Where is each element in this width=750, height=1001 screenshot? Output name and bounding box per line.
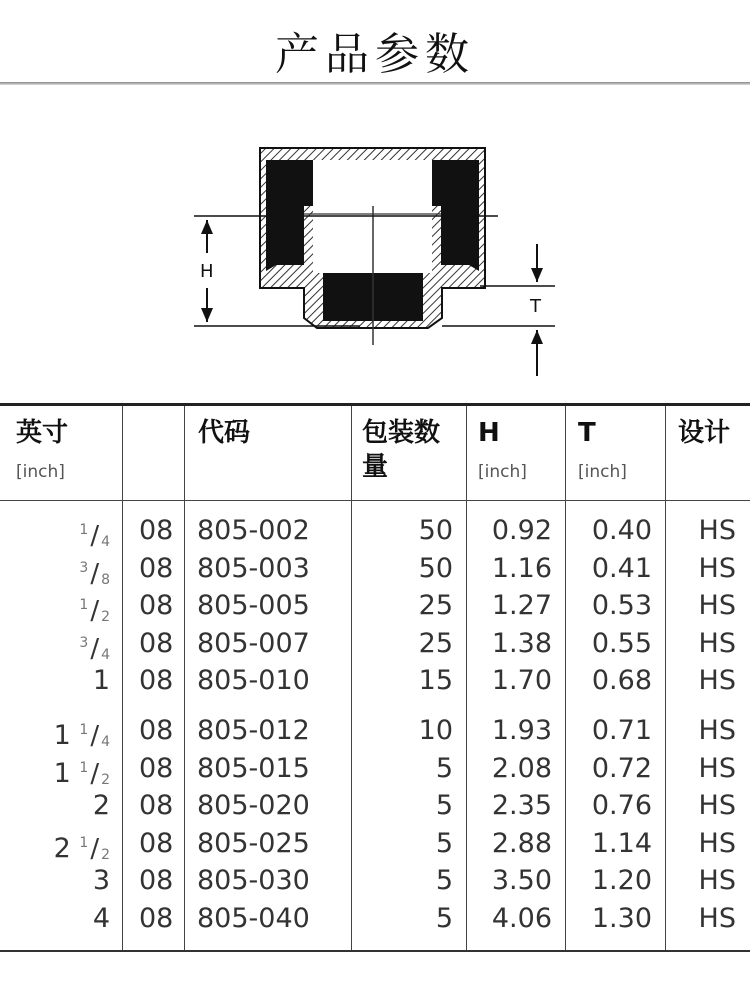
- header-qty-line1: 包装数: [362, 418, 441, 448]
- inch-fraction-numerator: 1: [79, 522, 89, 538]
- cell-t: 0.55: [591, 628, 652, 659]
- inch-fraction-denominator: 8: [101, 572, 110, 588]
- header-t-unit: [inch]: [578, 462, 627, 482]
- t-label: T: [530, 296, 541, 317]
- cell-code: 805-015: [197, 753, 310, 784]
- table-row: [0, 550, 750, 587]
- cell-design: HS: [698, 753, 736, 784]
- cell-t: 0.68: [591, 665, 652, 696]
- cell-code: 805-003: [197, 553, 310, 584]
- cell-code: 805-040: [197, 903, 310, 934]
- table-row: [0, 900, 750, 937]
- header-t: T: [578, 418, 596, 448]
- cell-prefix: 08: [139, 753, 174, 784]
- cell-prefix: 08: [139, 828, 174, 859]
- cell-design: HS: [698, 828, 736, 859]
- cell-t: 0.72: [591, 753, 652, 784]
- cell-quantity: 10: [418, 715, 453, 746]
- table-row: [0, 787, 750, 824]
- cell-h: 4.06: [491, 903, 552, 934]
- cell-t: 1.20: [591, 865, 652, 896]
- cell-quantity: 50: [418, 553, 453, 584]
- cell-t: 0.41: [591, 553, 652, 584]
- cell-code: 805-007: [197, 628, 310, 659]
- cell-prefix: 08: [139, 790, 174, 821]
- inch-fraction-denominator: 2: [101, 847, 110, 863]
- cell-h: 1.27: [491, 590, 552, 621]
- cell-t: 0.76: [591, 790, 652, 821]
- inch-fraction-denominator: 2: [101, 772, 110, 788]
- inch-fraction-denominator: 4: [101, 734, 110, 750]
- inch-fraction-denominator: 4: [101, 647, 110, 663]
- inch-fraction-numerator: 3: [79, 560, 89, 576]
- cell-design: HS: [698, 865, 736, 896]
- cell-design: HS: [698, 790, 736, 821]
- cell-prefix: 08: [139, 515, 174, 546]
- cell-quantity: 50: [418, 515, 453, 546]
- cell-h: 2.08: [491, 753, 552, 784]
- header-code: 代码: [198, 418, 251, 448]
- cell-inch-size: [93, 662, 110, 699]
- table-header-divider: [0, 500, 750, 501]
- table-row: [0, 587, 750, 624]
- header-qty-line2: 量: [362, 452, 389, 482]
- fraction-slash: /: [90, 834, 100, 864]
- inch-whole: 1: [92, 665, 110, 696]
- fraction-slash: /: [90, 521, 100, 551]
- inch-fraction-denominator: 4: [101, 534, 110, 550]
- cell-t: 1.14: [591, 828, 652, 859]
- fraction-slash: /: [90, 634, 100, 664]
- table-row: [0, 512, 750, 549]
- cell-h: 1.93: [491, 715, 552, 746]
- cell-t: 0.71: [591, 715, 652, 746]
- cell-prefix: 08: [139, 903, 174, 934]
- cell-code: 805-010: [197, 665, 310, 696]
- inch-fraction-numerator: 1: [79, 597, 89, 613]
- fitting-diagram: [180, 140, 570, 380]
- table-row: [0, 750, 750, 787]
- fraction-slash: /: [90, 596, 100, 626]
- fraction-slash: /: [90, 721, 100, 751]
- cell-design: HS: [698, 590, 736, 621]
- header-h: H: [478, 418, 500, 448]
- inch-whole: 2: [53, 833, 71, 864]
- cell-code: 805-012: [197, 715, 310, 746]
- cell-inch-size: [93, 900, 110, 937]
- inch-whole: 3: [92, 865, 110, 896]
- cell-quantity: 15: [418, 665, 453, 696]
- cell-quantity: 5: [435, 753, 453, 784]
- cell-design: HS: [698, 715, 736, 746]
- header-inch: 英寸: [16, 418, 69, 448]
- cell-inch-size: [93, 787, 110, 824]
- inch-fraction-numerator: 1: [79, 760, 89, 776]
- cell-quantity: 25: [418, 628, 453, 659]
- cell-code: 805-030: [197, 865, 310, 896]
- inch-whole: 4: [92, 903, 110, 934]
- header-inch-unit: [inch]: [16, 462, 65, 482]
- cell-prefix: 08: [139, 628, 174, 659]
- table-row: [0, 625, 750, 662]
- cell-design: HS: [698, 903, 736, 934]
- table-row: [0, 862, 750, 899]
- cell-code: 805-002: [197, 515, 310, 546]
- header-h-unit: [inch]: [478, 462, 527, 482]
- title-divider: [0, 82, 750, 85]
- cell-quantity: 25: [418, 590, 453, 621]
- cell-h: 1.38: [491, 628, 552, 659]
- table-row: [0, 662, 750, 699]
- table-bottom-border: [0, 950, 750, 952]
- cell-code: 805-025: [197, 828, 310, 859]
- cell-h: 1.16: [491, 553, 552, 584]
- cell-prefix: 08: [139, 590, 174, 621]
- cell-quantity: 5: [435, 828, 453, 859]
- table-row: [0, 825, 750, 862]
- inch-whole: 1: [53, 720, 71, 751]
- page-title: 产品参数: [275, 29, 475, 80]
- cell-t: 0.53: [591, 590, 652, 621]
- cell-quantity: 5: [435, 903, 453, 934]
- cell-prefix: 08: [139, 865, 174, 896]
- cell-code: 805-020: [197, 790, 310, 821]
- h-label: H: [200, 261, 214, 282]
- inch-fraction-numerator: 1: [79, 835, 89, 851]
- cell-t: 1.30: [591, 903, 652, 934]
- inch-whole: 1: [53, 758, 71, 789]
- cell-design: HS: [698, 665, 736, 696]
- inch-fraction-numerator: 3: [79, 635, 89, 651]
- cell-inch-size: [93, 862, 110, 899]
- cell-t: 0.40: [591, 515, 652, 546]
- table-row: [0, 712, 750, 749]
- cell-h: 2.88: [491, 828, 552, 859]
- cell-h: 3.50: [491, 865, 552, 896]
- cell-design: HS: [698, 553, 736, 584]
- cell-h: 0.92: [491, 515, 552, 546]
- cell-quantity: 5: [435, 790, 453, 821]
- cell-quantity: 5: [435, 865, 453, 896]
- inch-fraction-denominator: 2: [101, 609, 110, 625]
- cell-h: 1.70: [491, 665, 552, 696]
- table-top-border: [0, 403, 750, 406]
- cell-prefix: 08: [139, 715, 174, 746]
- cell-h: 2.35: [491, 790, 552, 821]
- header-design: 设计: [678, 418, 731, 448]
- fraction-slash: /: [90, 559, 100, 589]
- cell-design: HS: [698, 515, 736, 546]
- cell-prefix: 08: [139, 665, 174, 696]
- cell-design: HS: [698, 628, 736, 659]
- inch-fraction-numerator: 1: [79, 722, 89, 738]
- cell-code: 805-005: [197, 590, 310, 621]
- fraction-slash: /: [90, 759, 100, 789]
- cell-prefix: 08: [139, 553, 174, 584]
- inch-whole: 2: [92, 790, 110, 821]
